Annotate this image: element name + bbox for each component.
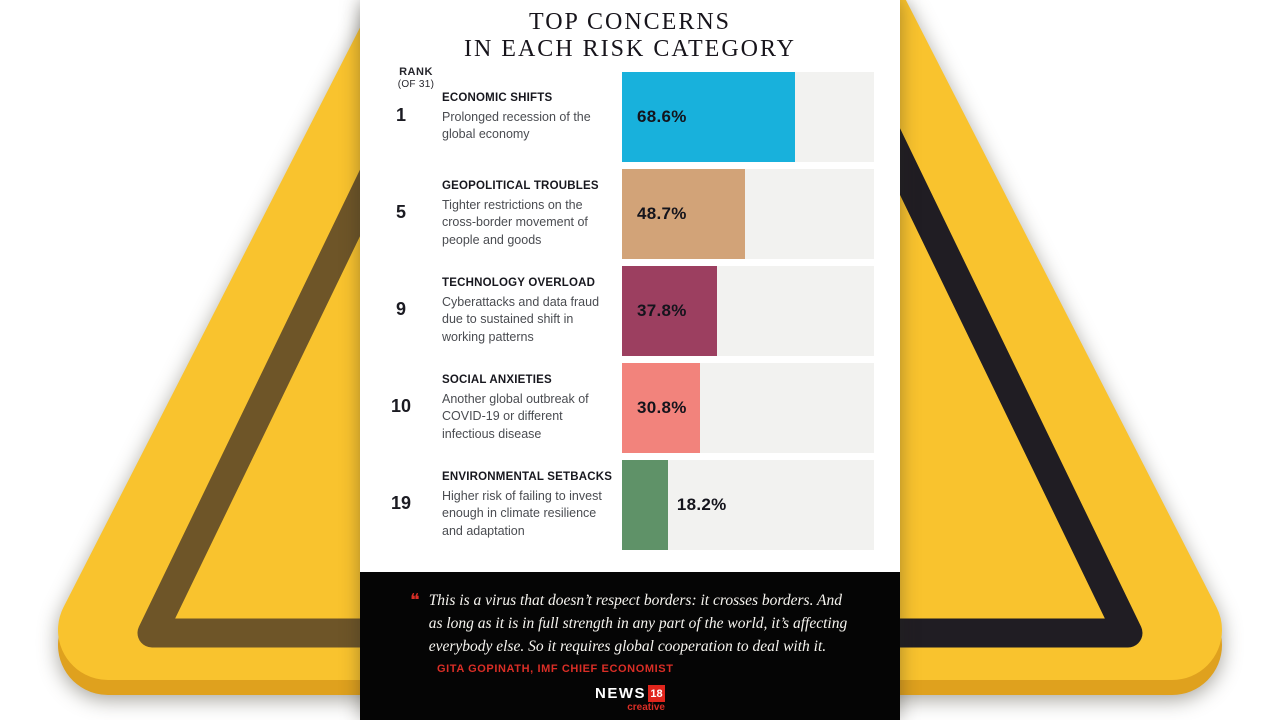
bar-value-label: 68.6% bbox=[637, 107, 687, 126]
bar-value-label: 48.7% bbox=[637, 204, 687, 223]
category-description: Tighter restrictions on the cross-border movement of people and goods bbox=[442, 197, 588, 247]
rank-value: 10 bbox=[390, 396, 412, 416]
chart-title-line1: TOP CONCERNS bbox=[528, 9, 732, 35]
rank-value: 5 bbox=[395, 202, 406, 222]
chart-row-economic-shifts bbox=[360, 72, 874, 162]
quote-attribution: GITA GOPINATH, IMF CHIEF ECONOMIST bbox=[437, 663, 674, 675]
rank-value: 9 bbox=[395, 299, 406, 319]
category-block bbox=[442, 470, 622, 541]
chart-row-geopolitical-troubles bbox=[360, 169, 874, 259]
category-description: Another global outbreak of COVID-19 or different infectious disease bbox=[442, 391, 589, 441]
rank-header-label: RANK bbox=[399, 66, 433, 78]
bar-value-label: 30.8% bbox=[637, 398, 687, 417]
chart-row-environmental-setbacks bbox=[360, 460, 874, 550]
category-block bbox=[442, 276, 622, 347]
rank-value: 19 bbox=[390, 493, 412, 513]
logo-news-text: NEWS bbox=[595, 685, 646, 702]
category-block bbox=[442, 373, 622, 444]
category-title: ENVIRONMENTAL SETBACKS bbox=[442, 470, 613, 483]
chart-row-technology-overload bbox=[360, 266, 874, 356]
quote-text: This is a virus that doesn’t respect borders: it crosses borders. And as long as it is in full strength in any part of the world, it’s affecting everybody else. So it requires global cooperation to deal with it. bbox=[428, 592, 848, 655]
bar-track bbox=[622, 72, 874, 162]
category-title: ECONOMIC SHIFTS bbox=[442, 91, 553, 104]
rank-header-sublabel: (OF 31) bbox=[397, 79, 435, 90]
bar-track bbox=[622, 460, 874, 550]
quote-mark-icon: ❝ bbox=[410, 590, 420, 610]
chart-title bbox=[360, 0, 900, 63]
bar bbox=[622, 460, 668, 550]
logo-creative-text: creative bbox=[627, 702, 665, 713]
category-title: TECHNOLOGY OVERLOAD bbox=[442, 276, 596, 289]
infographic-panel bbox=[360, 0, 900, 720]
chart-rows bbox=[360, 72, 874, 550]
news18-creative-logo bbox=[595, 685, 665, 713]
category-description: Higher risk of failing to invest enough in climate resilience and adaptation bbox=[442, 488, 602, 538]
category-description: Prolonged recession of the global economy bbox=[442, 109, 591, 141]
chart-area bbox=[360, 0, 900, 572]
logo-18-badge: 18 bbox=[648, 685, 665, 702]
category-title: SOCIAL ANXIETIES bbox=[442, 373, 552, 386]
bar-track bbox=[622, 266, 874, 356]
chart-title-line2: IN EACH RISK CATEGORY bbox=[463, 36, 796, 62]
rank-value: 1 bbox=[395, 105, 406, 125]
chart-row-social-anxieties bbox=[360, 363, 874, 453]
bar-value-label: 18.2% bbox=[676, 495, 727, 514]
bar-track bbox=[622, 169, 874, 259]
category-title: GEOPOLITICAL TROUBLES bbox=[442, 179, 599, 192]
category-description: Cyberattacks and data fraud due to sustained shift in working patterns bbox=[442, 294, 600, 344]
category-block bbox=[442, 179, 622, 250]
category-block bbox=[442, 91, 622, 144]
quote-panel bbox=[360, 572, 900, 720]
bar-track bbox=[622, 363, 874, 453]
bar-value-label: 37.8% bbox=[637, 301, 687, 320]
